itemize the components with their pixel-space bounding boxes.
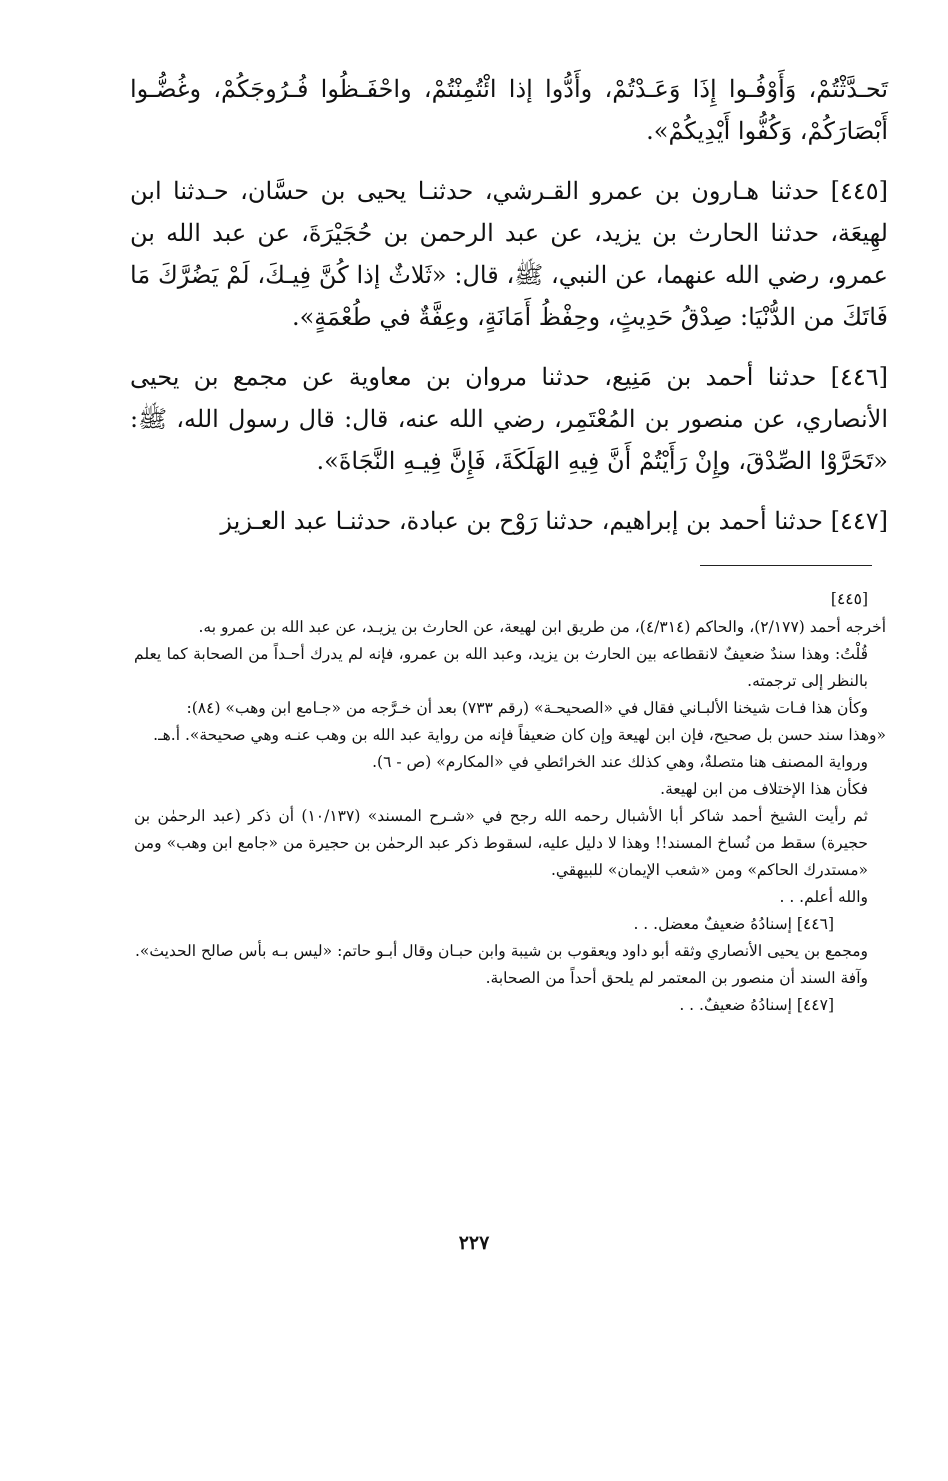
footnote-line: ومجمع بن يحيى الأنصاري وثقه أبو داود ويعقوب بن شيبة وابن حبـان وقال أبـو حاتم: «ليس بـه بأس صالح الحديث». — [134, 942, 868, 960]
hadith-445: [٤٤٥] حدثنا هـارون بن عمرو القـرشي، حدثنـا يحيى بن حسَّان، حـدثنا ابن لهِيعَة، حدثنا الحارث بن يزيد، عن عبد الرحمن بن حُجَيْرَةَ، عن عبد الله بن عمرو، رضي الله عنهما، عن النبي، ﷺ، قال: «ثَلاثٌ إذا كُنَّ فِيـكَ، لَمْ يَضُرَّكَ مَا فَاتَكَ من الدُّنْيَا: صِدْقُ حَدِيثٍ، وحِفْظُ أَمَانَةٍ، وعِفَّةٌ في طُعْمَةٍ». — [130, 177, 889, 331]
footnote-445-number: [٤٤٥] — [830, 590, 868, 608]
footnote-line: فكأن هذا الإختلاف من ابن لهيعة. — [660, 780, 868, 798]
footnote-divider — [700, 565, 872, 566]
page-number: ٢٢٧ — [458, 1232, 490, 1254]
footnote-line: «وهذا سند حسن بل صحيح، فإن ابن لهيعة وإن كان ضعيفاً فإنه من رواية عبد الله بن وهب عنـه وهي صحيحة». أ.هـ. — [153, 726, 886, 744]
footnotes — [134, 586, 886, 1019]
footnote-line: وكأن هذا فـات شيخنا الألبـاني فقال في «الصحيحـة» (رقم ٧٣٣) بعد أن خـرَّجه من «جـامع ابن وهب» (٨٤): — [186, 699, 868, 717]
footnote-line: ثم رأيت الشيخ أحمد شاكر أبا الأشبال رحمه الله رجح في «شـرح المسند» (١٠/١٣٧) أن ذكر (عبد الرحمٰن بن حجيرة) سقط من نُساخ المسند!! وهذا لا دليل عليه، لسقوط ذكر عبد الرحمٰن بن حجيرة من «جامع ابن وهب» ومن «مستدرك الحاكم» ومن «شعب الإيمان» للبيهقي. — [134, 807, 868, 879]
main-paragraph-continuation: تَحـدَّثْتُمْ، وَأَوْفُـوا إِذَا وَعَـدْتُمْ، وأَدُّوا إذا ائْتُمِنْتُمْ، واحْفَـظُوا فُـرُوجَكُمْ، وغُضُّـوا أَبْصَارَكُمْ، وَكُفُّوا أَيْدِيكُمْ». — [130, 75, 888, 145]
main-text — [130, 68, 888, 542]
footnote-447-head: [٤٤٧] إسنادُهُ ضعيفٌ. . . — [679, 996, 834, 1014]
footnote-446-head: [٤٤٦] إسنادُهُ ضعيفٌ معضل. . . — [633, 915, 834, 933]
footnote-line: ورواية المصنف هنا متصلةٌ، وهي كذلك عند الخرائطي في «المكارم» (ص - ٦). — [372, 753, 868, 771]
footnote-line: والله أعلم. . . — [779, 888, 868, 906]
footnote-line: قُلْتُ: وهذا سندٌ ضعيفٌ لانقطاعه بين الحارث بن يزيد، وعبد الله بن عمرو، فإنه لم يدرك أحـداً من الصحابة كما يعلم بالنظر إلى ترجمته. — [134, 645, 868, 690]
hadith-447: [٤٤٧] حدثنا أحمد بن إبراهيم، حدثنا رَوْح بن عبادة، حدثنـا عبد العـزيز — [220, 507, 888, 535]
footnote-line: وآفة السند أن منصور بن المعتمر لم يلحق أحداً من الصحابة. — [485, 969, 868, 987]
footnote-line: أخرجه أحمد (٢/١٧٧)، والحاكم (٤/٣١٤)، من طريق ابن لهيعة، عن الحارث بن يزيـد، عن عبد الله بن عمرو به. — [198, 618, 886, 636]
hadith-446: [٤٤٦] حدثنا أحمد بن مَنِيع، حدثنا مروان بن معاوية عن مجمع بن يحيى الأنصاري، عن منصور بن المُعْتَمِر، رضي الله عنه، قال: قال رسول الله، ﷺ: «تَحَرَّوْا الصِّدْقَ، وإِنْ رَأَيْتُمْ أَنَّ فِيهِ الهَلَكَةَ، فَإِنَّ فِيـهِ النَّجَاةَ». — [130, 363, 888, 475]
